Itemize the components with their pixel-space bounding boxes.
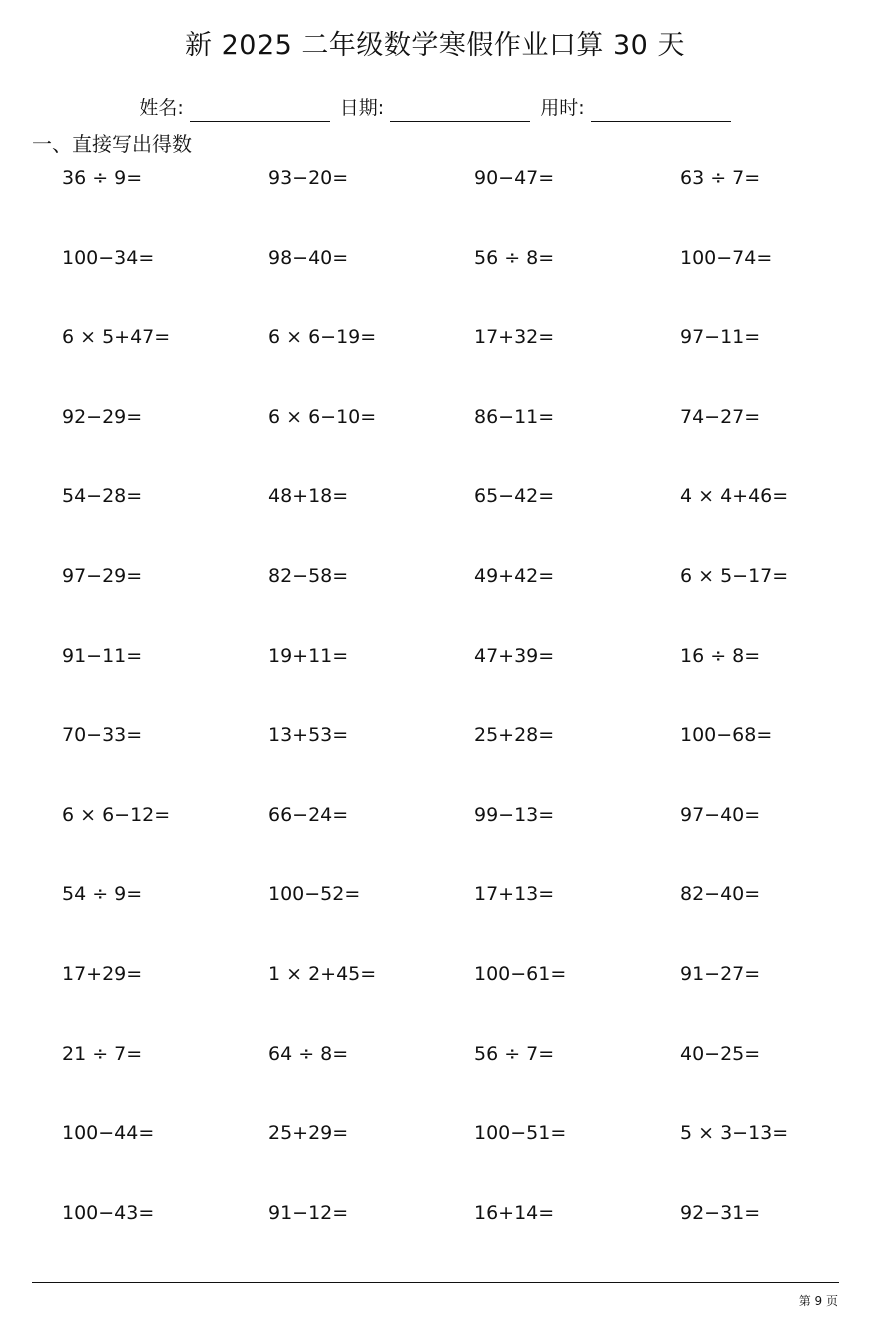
- problem-item: 54−28=: [62, 485, 143, 508]
- student-info-row: [0, 94, 870, 122]
- problem-item: 17+29=: [62, 962, 143, 985]
- page-title: 新 2025 二年级数学寒假作业口算 30 天: [185, 30, 685, 61]
- name-blank-line[interactable]: [190, 99, 330, 122]
- problem-item: 17+32=: [474, 326, 555, 349]
- problem-item: 1 × 2+45=: [268, 962, 377, 985]
- problem-item: 100−52=: [268, 883, 361, 906]
- time-used-label: 用时:: [540, 97, 585, 119]
- problem-item: 92−29=: [62, 405, 143, 428]
- problem-item: 4 × 4+46=: [680, 485, 789, 508]
- problem-item: 56 ÷ 8=: [474, 246, 555, 269]
- date-blank-line[interactable]: [390, 99, 530, 122]
- problem-item: 91−12=: [268, 1201, 349, 1224]
- time-used-blank-line[interactable]: [591, 99, 731, 122]
- problem-item: 100−43=: [62, 1201, 155, 1224]
- problem-item: 6 × 6−19=: [268, 326, 377, 349]
- problem-item: 40−25=: [680, 1042, 761, 1065]
- problem-item: 100−61=: [474, 962, 567, 985]
- problem-item: 100−44=: [62, 1122, 155, 1145]
- problem-item: 98−40=: [268, 246, 349, 269]
- problem-item: 74−27=: [680, 405, 761, 428]
- date-label: 日期:: [339, 97, 385, 119]
- problem-item: 99−13=: [474, 803, 555, 826]
- problem-item: 100−51=: [474, 1122, 567, 1145]
- problem-item: 90−47=: [474, 167, 555, 189]
- problem-item: 91−27=: [680, 962, 761, 985]
- problem-item: 86−11=: [474, 405, 555, 428]
- problem-item: 17+13=: [474, 883, 555, 906]
- problem-item: 63 ÷ 7=: [680, 167, 761, 189]
- problem-item: 49+42=: [474, 564, 555, 587]
- problem-item: 82−58=: [268, 564, 349, 587]
- problem-item: 5 × 3−13=: [680, 1122, 789, 1145]
- problem-item: 82−40=: [680, 883, 761, 906]
- date-field[interactable]: [340, 94, 530, 122]
- problem-item: 25+28=: [474, 724, 555, 747]
- problem-item: 6 × 6−12=: [62, 803, 171, 826]
- problem-item: 64 ÷ 8=: [268, 1042, 349, 1065]
- problem-item: 19+11=: [268, 644, 349, 667]
- problem-item: 93−20=: [268, 167, 349, 189]
- problem-item: 16+14=: [474, 1201, 555, 1224]
- problem-item: 100−74=: [680, 246, 773, 269]
- section-heading: 一、直接写出得数: [32, 132, 192, 156]
- problem-item: 97−29=: [62, 564, 143, 587]
- problem-item: 100−34=: [62, 246, 155, 269]
- problem-item: 91−11=: [62, 644, 143, 667]
- problem-item: 65−42=: [474, 485, 555, 508]
- problem-item: 6 × 5+47=: [62, 326, 171, 349]
- problem-item: 70−33=: [62, 724, 143, 747]
- page-number: 第 9 页: [798, 1294, 838, 1308]
- problem-item: 47+39=: [474, 644, 555, 667]
- time-used-field[interactable]: [540, 94, 730, 122]
- problem-item: 36 ÷ 9=: [62, 167, 143, 189]
- problem-item: 6 × 5−17=: [680, 564, 789, 587]
- problem-item: 21 ÷ 7=: [62, 1042, 143, 1065]
- problem-item: 13+53=: [268, 724, 349, 747]
- problem-item: 92−31=: [680, 1201, 761, 1224]
- name-label: 姓名:: [139, 97, 184, 119]
- problem-item: 56 ÷ 7=: [474, 1042, 555, 1065]
- problem-item: 54 ÷ 9=: [62, 883, 143, 906]
- problem-item: 16 ÷ 8=: [680, 644, 761, 667]
- problem-item: 97−40=: [680, 803, 761, 826]
- problem-item: 48+18=: [268, 485, 349, 508]
- problem-item: 25+29=: [268, 1122, 349, 1145]
- problem-item: 6 × 6−10=: [268, 405, 377, 428]
- problem-item: 97−11=: [680, 326, 761, 349]
- problem-item: 100−68=: [680, 724, 773, 747]
- name-field[interactable]: [139, 94, 329, 122]
- footer-rule: [32, 1282, 839, 1283]
- problem-item: 66−24=: [268, 803, 349, 826]
- problems-grid: [62, 160, 862, 1274]
